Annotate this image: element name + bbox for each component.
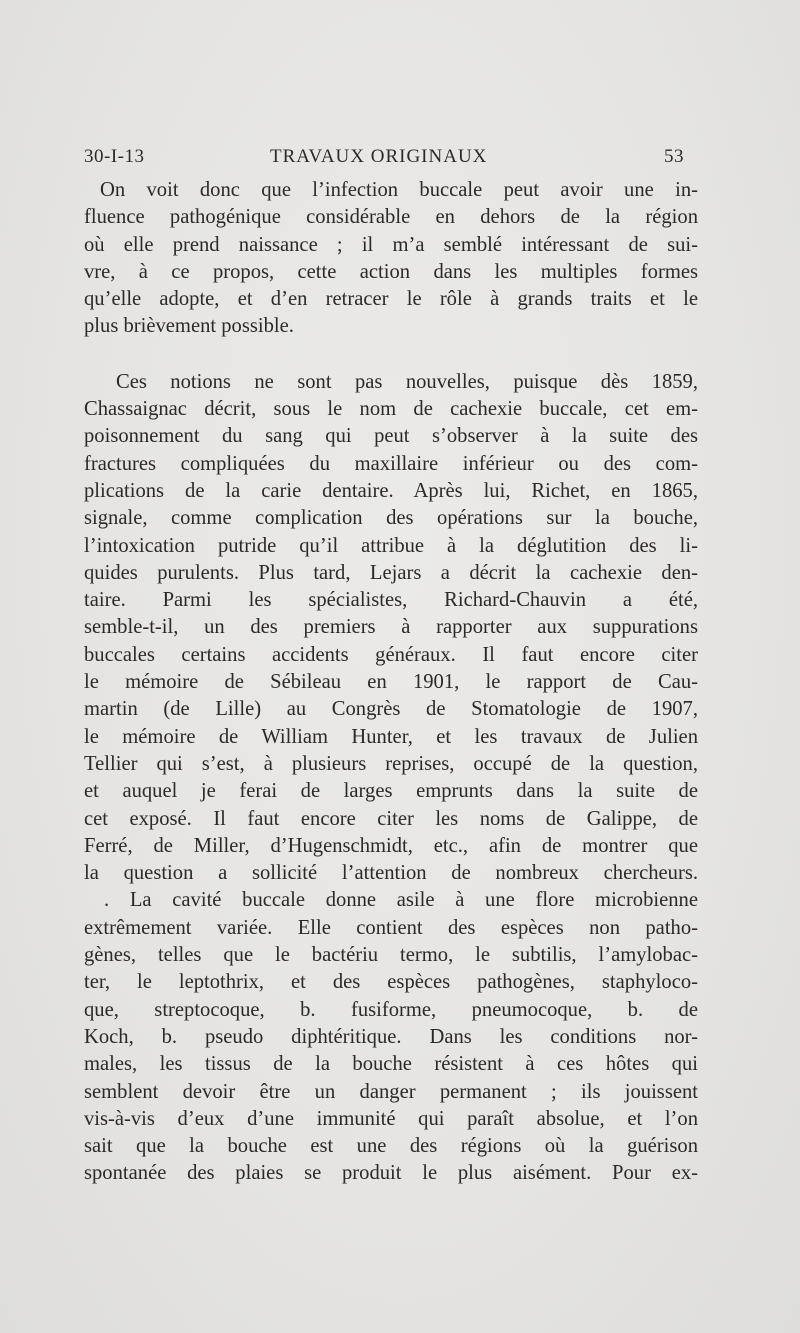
text-line: Ferré, de Miller, d’Hugenschmidt, etc., afin de montrer que [84, 834, 698, 857]
text-line: Ces notions ne sont pas nouvelles, puisque dès 1859, [116, 370, 698, 393]
paragraph-gap [84, 341, 698, 369]
text-line: qu’elle adopte, et d’en retracer le rôle à grands traits et le [84, 288, 698, 311]
text-line: taire. Parmi les spécialistes, Richard-Chauvin a été, [84, 589, 698, 612]
text-line: semblent devoir être un danger permanent ; ils jouissent [84, 1080, 698, 1103]
text-line: plus brièvement possible. [84, 315, 294, 338]
header-title: TRAVAUX ORIGINAUX [270, 146, 488, 167]
text-line: spontanée des plaies se produit le plus aisément. Pour ex- [84, 1162, 698, 1185]
text-line: gènes, telles que le bactériu termo, le subtilis, l’amylobac- [84, 944, 698, 967]
text-line: cet exposé. Il faut encore citer les noms de Galippe, de [84, 807, 698, 830]
text-line: poisonnement du sang qui peut s’observer à la suite des [84, 425, 698, 448]
text-line: où elle prend naissance ; il m’a semblé intéressant de sui- [84, 233, 698, 256]
running-header [84, 146, 684, 172]
text-line: fractures compliquées du maxillaire inférieur ou des com- [84, 452, 698, 475]
text-line: plications de la carie dentaire. Après lui, Richet, en 1865, [84, 479, 698, 502]
text-line: quides purulents. Plus tard, Lejars a décrit la cachexie den- [84, 561, 698, 584]
text-line: le mémoire de William Hunter, et les travaux de Julien [84, 725, 698, 748]
text-line: buccales certains accidents généraux. Il faut encore citer [84, 643, 698, 666]
body-text [84, 177, 698, 1188]
text-line: vre, à ce propos, cette action dans les multiples formes [84, 260, 698, 283]
text-line: ter, le leptothrix, et des espèces pathogènes, staphyloco- [84, 971, 698, 994]
text-line: Chassaignac décrit, sous le nom de cachexie buccale, cet em- [84, 398, 698, 421]
text-line: la question a sollicité l’attention de nombreux chercheurs. [84, 862, 698, 885]
text-line: semble-t-il, un des premiers à rapporter aux suppurations [84, 616, 698, 639]
text-line: vis-à-vis d’eux d’une immunité qui paraît absolue, et l’on [84, 1107, 698, 1130]
text-line: sait que la bouche est une des régions où la guérison [84, 1135, 698, 1158]
text-line: l’intoxication putride qu’il attribue à la déglutition des li- [84, 534, 698, 557]
paragraph-1 [84, 177, 698, 341]
text-line: Koch, b. pseudo diphtéritique. Dans les conditions nor- [84, 1025, 698, 1048]
page-number: 53 [664, 146, 684, 167]
text-line: martin (de Lille) au Congrès de Stomatologie de 1907, [84, 698, 698, 721]
text-line: . La cavité buccale donne asile à une flore microbienne [104, 889, 698, 912]
text-line: Tellier qui s’est, à plusieurs reprises, occupé de la question, [84, 752, 698, 775]
text-line: extrêmement variée. Elle contient des espèces non patho- [84, 916, 698, 939]
text-line: le mémoire de Sébileau en 1901, le rapport de Cau- [84, 671, 698, 694]
text-line: males, les tissus de la bouche résistent à ces hôtes qui [84, 1053, 698, 1076]
text-line: fluence pathogénique considérable en dehors de la région [84, 206, 698, 229]
text-line: On voit donc que l’infection buccale peut avoir une in- [100, 179, 698, 201]
text-line: que, streptocoque, b. fusiforme, pneumocoque, b. de [84, 998, 698, 1021]
header-date: 30-I-13 [84, 146, 145, 167]
paragraph-2 [84, 369, 698, 1188]
text-line: et auquel je ferai de larges emprunts dans la suite de [84, 780, 698, 803]
text-line: signale, comme complication des opérations sur la bouche, [84, 507, 698, 530]
